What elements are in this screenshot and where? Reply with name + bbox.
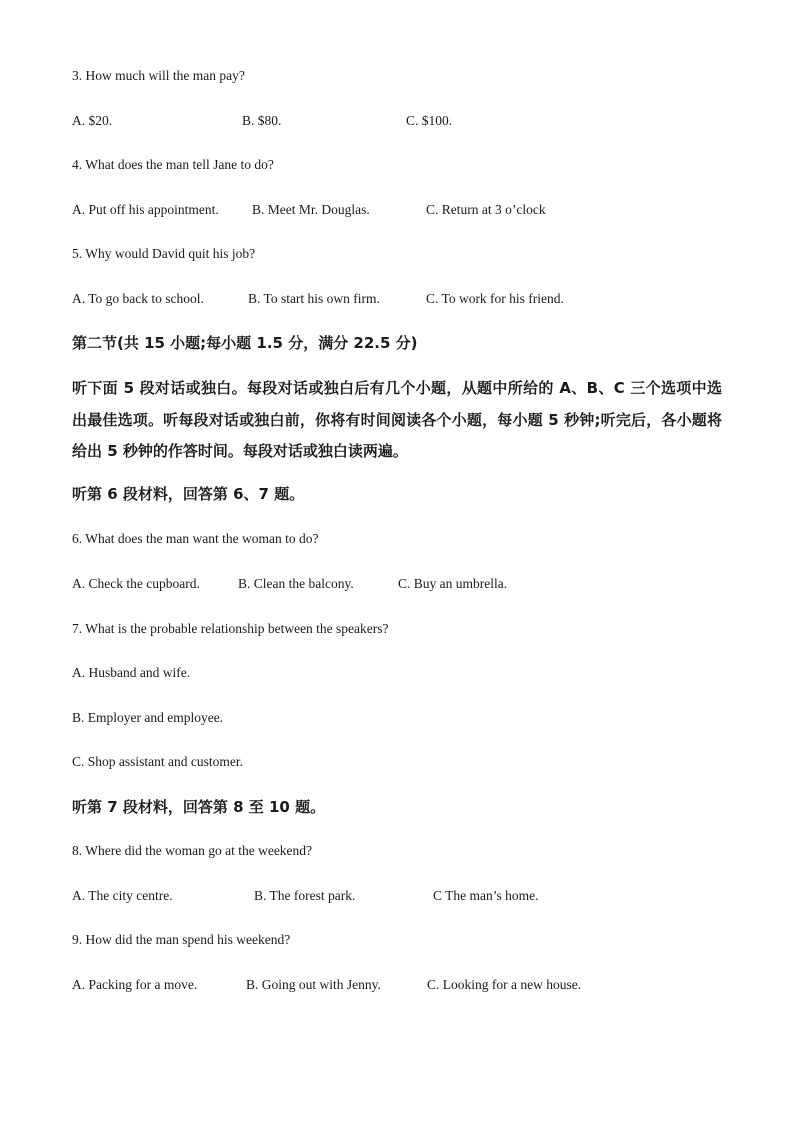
q3-option-c: C. $100.	[406, 113, 453, 128]
q5-option-c: C. To work for his friend.	[426, 291, 564, 306]
q6-option-b: B. Clean the balcony.	[238, 576, 354, 591]
q7-option-b: B. Employer and employee.	[72, 710, 224, 725]
section-2-instructions: 听下面 5 段对话或独白。每段对话或独白后有几个小题，从题中所给的 A、B、C 三个选项中选出最佳选项。听每段对话或独白前，你将有时间阅读各个小题，每小题 5 秒钟;听完后，各小题将给出 5 秒钟的作答时间。每段对话或独白读两遍。	[72, 379, 722, 460]
question-8: 8. Where did the woman go at the weekend?	[72, 843, 313, 858]
q3-option-b: B. $80.	[242, 113, 282, 128]
material-7-heading: 听第 7 段材料，回答第 8 至 10 题。	[72, 798, 326, 816]
question-7: 7. What is the probable relationship between the speakers?	[72, 621, 389, 636]
q7-option-a: A. Husband and wife.	[72, 665, 191, 680]
material-6-heading: 听第 6 段材料，回答第 6、7 题。	[72, 485, 305, 503]
q6-option-a: A. Check the cupboard.	[72, 576, 200, 591]
question-9: 9. How did the man spend his weekend?	[72, 932, 291, 947]
q9-option-a: A. Packing for a move.	[72, 977, 198, 992]
q3-option-a: A. $20.	[72, 113, 113, 128]
question-5: 5. Why would David quit his job?	[72, 246, 256, 261]
q9-option-b: B. Going out with Jenny.	[246, 977, 381, 992]
q8-option-c: C The man’s home.	[433, 888, 539, 903]
q9-option-c: C. Looking for a new house.	[427, 977, 582, 992]
section-2-heading: 第二节(共 15 小题;每小题 1.5 分，满分 22.5 分)	[72, 334, 418, 352]
q8-option-b: B. The forest park.	[254, 888, 356, 903]
question-6: 6. What does the man want the woman to do?	[72, 531, 319, 546]
q8-option-a: A. The city centre.	[72, 888, 173, 903]
q5-option-a: A. To go back to school.	[72, 291, 204, 306]
q6-option-c: C. Buy an umbrella.	[398, 576, 508, 591]
q7-option-c: C. Shop assistant and customer.	[72, 754, 243, 769]
q4-option-b: B. Meet Mr. Douglas.	[252, 202, 370, 217]
question-3: 3. How much will the man pay?	[72, 68, 245, 83]
q4-option-c: C. Return at 3 o’clock	[426, 202, 546, 217]
question-4: 4. What does the man tell Jane to do?	[72, 157, 274, 172]
q4-option-a: A. Put off his appointment.	[72, 202, 219, 217]
q5-option-b: B. To start his own firm.	[248, 291, 380, 306]
